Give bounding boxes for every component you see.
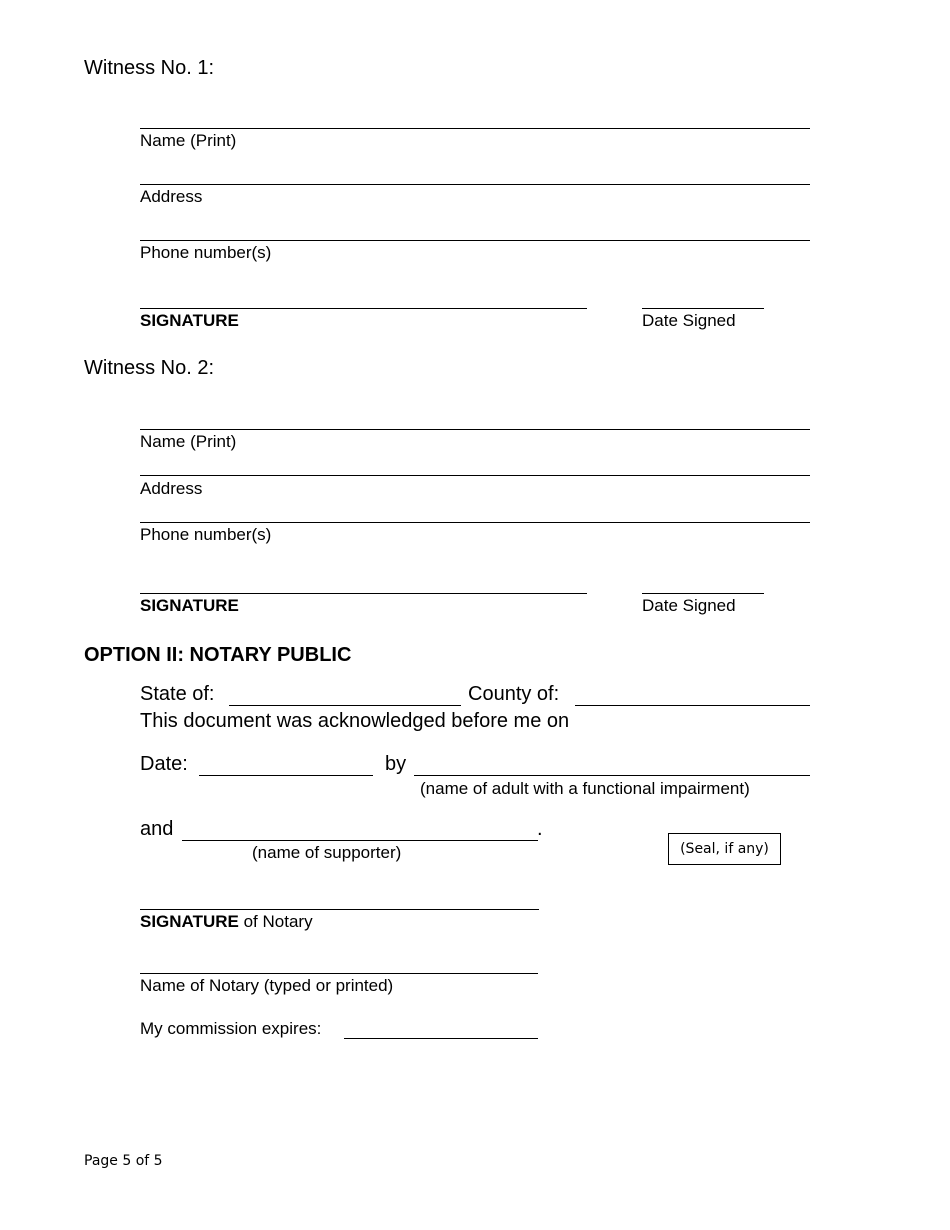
date-label: Date: [140,753,188,775]
witness-2-name-label: Name (Print) [140,432,237,451]
notary-signature-line[interactable] [140,909,539,910]
supporter-name-line[interactable] [182,840,538,841]
adult-name-line[interactable] [414,775,810,776]
witness-1-date-label: Date Signed [642,311,736,330]
state-line[interactable] [229,705,461,706]
witness-2-signature-line[interactable] [140,593,587,594]
witness-2-date-line[interactable] [642,593,764,594]
notary-signature-suffix: of Notary [243,912,313,931]
county-label: County of: [468,683,560,705]
period-mark: . [537,818,543,840]
notary-signature-caption [140,912,313,932]
witness-2-signature-label: SIGNATURE [140,596,239,615]
notary-name-label: Name of Notary (typed or printed) [140,976,394,995]
county-line[interactable] [575,705,810,706]
notary-name-line[interactable] [140,973,538,974]
witness-2-phone-label: Phone number(s) [140,525,272,544]
witness-2-name-line[interactable] [140,429,810,430]
witness-2-address-label: Address [140,479,203,498]
and-label: and [140,818,174,840]
supporter-caption: (name of supporter) [252,843,402,862]
by-label: by [385,753,407,775]
seal-label: (Seal, if any) [680,841,769,857]
witness-2-address-line[interactable] [140,475,810,476]
witness-1-phone-label: Phone number(s) [140,243,272,262]
witness-1-date-line[interactable] [642,308,764,309]
seal-box [668,833,781,865]
witness-2-date-label: Date Signed [642,596,736,615]
notary-heading: OPTION II: NOTARY PUBLIC [84,644,352,666]
page-number: Page 5 of 5 [84,1153,163,1169]
witness-1-name-line[interactable] [140,128,810,129]
commission-line[interactable] [344,1038,538,1039]
witness-1-address-label: Address [140,187,203,206]
acknowledged-text: This document was acknowledged before me on [140,710,570,732]
notary-signature-bold: SIGNATURE [140,912,239,931]
witness-2-phone-line[interactable] [140,522,810,523]
witness-1-heading: Witness No. 1: [84,57,215,79]
witness-1-name-label: Name (Print) [140,131,237,150]
commission-label: My commission expires: [140,1019,322,1038]
witness-1-phone-line[interactable] [140,240,810,241]
witness-1-signature-label: SIGNATURE [140,311,239,330]
witness-1-signature-line[interactable] [140,308,587,309]
state-label: State of: [140,683,215,705]
witness-2-heading: Witness No. 2: [84,357,215,379]
witness-1-address-line[interactable] [140,184,810,185]
date-line[interactable] [199,775,373,776]
adult-caption: (name of adult with a functional impairment) [420,779,750,798]
